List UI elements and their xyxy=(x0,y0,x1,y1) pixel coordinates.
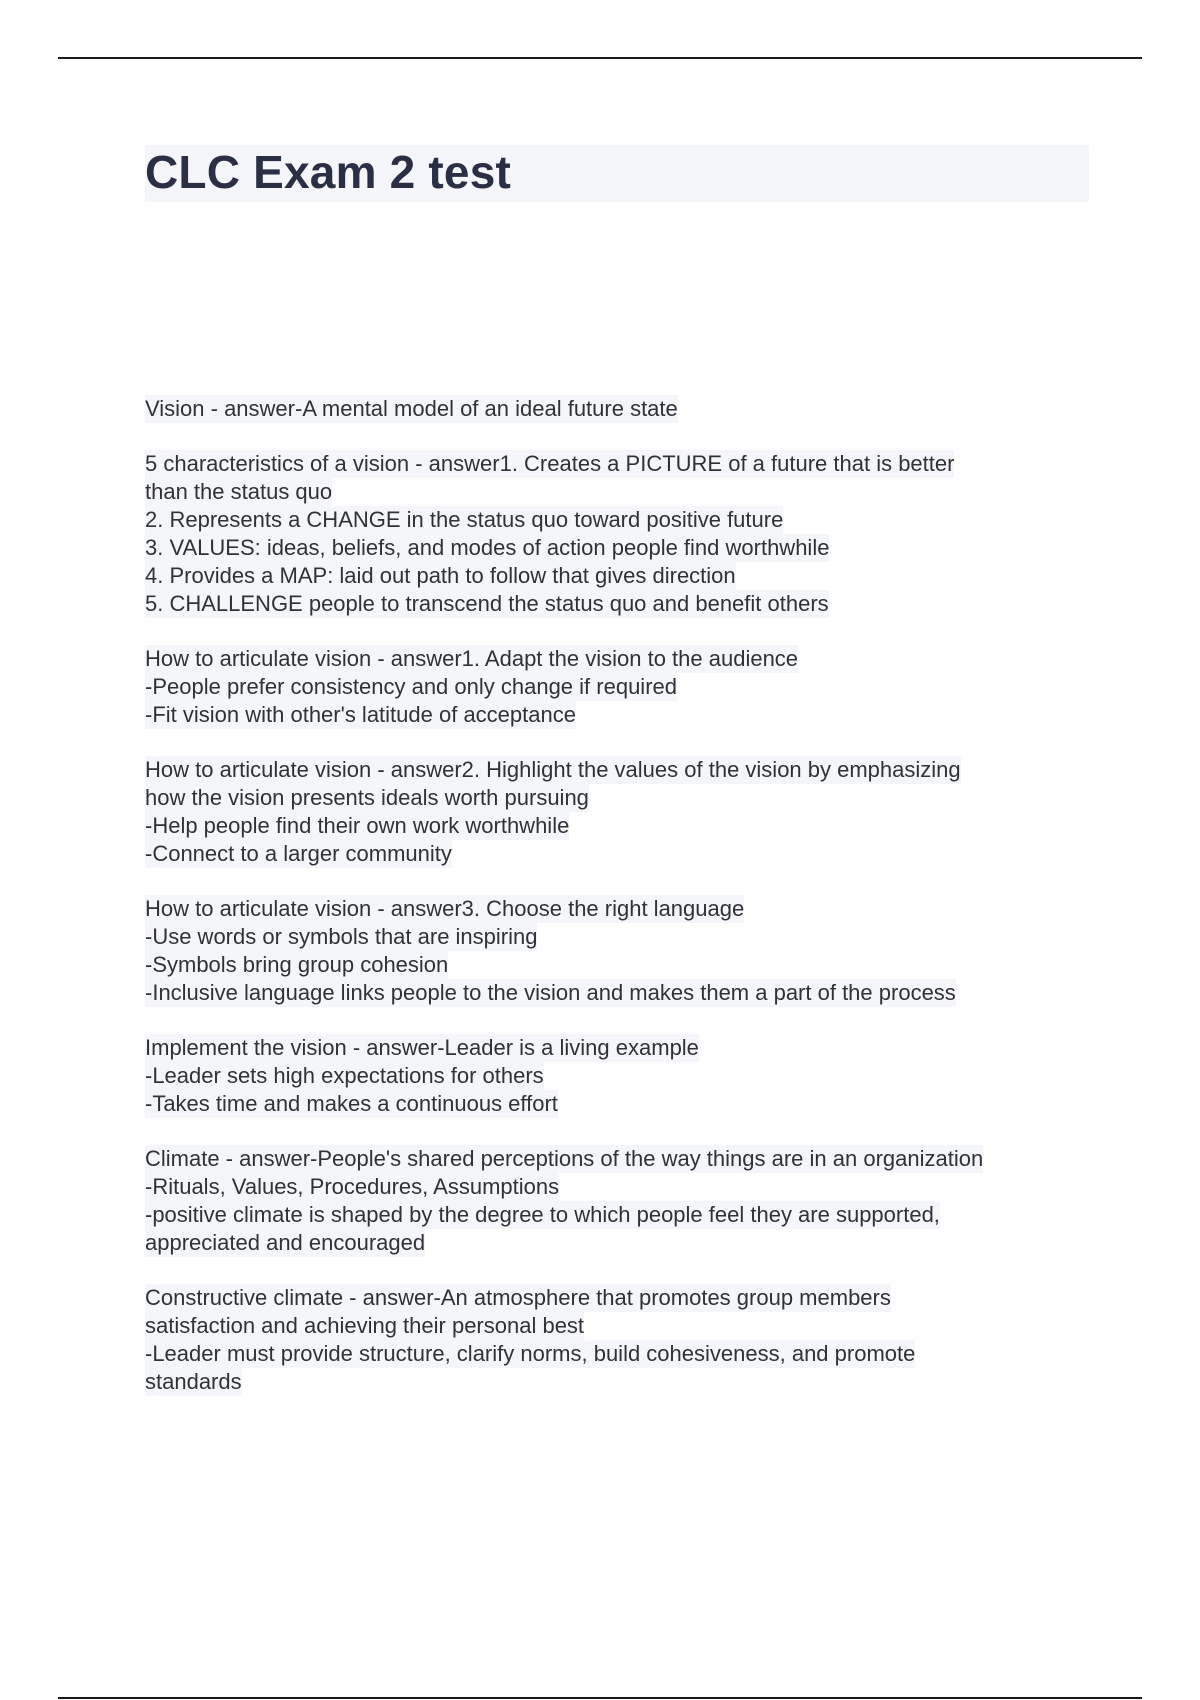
flashcard-line: How to articulate vision - answer1. Adapt the vision to the audience xyxy=(145,646,799,671)
flashcard xyxy=(145,756,1095,868)
flashcard-line: How to articulate vision - answer2. Highlight the values of the vision by emphasizing xyxy=(145,757,961,782)
flashcard-line: 5 characteristics of a vision - answer1. Creates a PICTURE of a future that is better xyxy=(145,451,955,476)
document-title: CLC Exam 2 test xyxy=(145,146,512,198)
flashcard-line: -positive climate is shaped by the degree to which people feel they are supported, xyxy=(145,1202,940,1227)
flashcard-list xyxy=(145,395,1095,1423)
flashcard-line: Climate - answer-People's shared perceptions of the way things are in an organization xyxy=(145,1146,984,1171)
flashcard-line: how the vision presents ideals worth pursuing xyxy=(145,785,589,810)
flashcard-line: 5. CHALLENGE people to transcend the status quo and benefit others xyxy=(145,591,829,616)
flashcard-line: -Leader sets high expectations for others xyxy=(145,1063,544,1088)
flashcard xyxy=(145,645,1095,729)
flashcard-line: than the status quo xyxy=(145,479,333,504)
flashcard-line: 3. VALUES: ideas, beliefs, and modes of action people find worthwhile xyxy=(145,535,830,560)
flashcard xyxy=(145,1034,1095,1118)
flashcard xyxy=(145,395,1095,423)
flashcard-line: Vision - answer-A mental model of an ideal future state xyxy=(145,396,678,421)
flashcard-line: -Help people find their own work worthwhile xyxy=(145,813,570,838)
flashcard-line: How to articulate vision - answer3. Choose the right language xyxy=(145,896,745,921)
flashcard-line: -People prefer consistency and only change if required xyxy=(145,674,677,699)
flashcard-line: appreciated and encouraged xyxy=(145,1230,426,1255)
flashcard-line: -Rituals, Values, Procedures, Assumptions xyxy=(145,1174,560,1199)
flashcard-line: Constructive climate - answer-An atmosphere that promotes group members xyxy=(145,1285,891,1310)
top-rule xyxy=(58,57,1142,59)
flashcard-line: -Symbols bring group cohesion xyxy=(145,952,449,977)
flashcard xyxy=(145,895,1095,1007)
flashcard-line: 4. Provides a MAP: laid out path to follow that gives direction xyxy=(145,563,736,588)
flashcard xyxy=(145,450,1095,618)
flashcard-line: -Takes time and makes a continuous effort xyxy=(145,1091,558,1116)
flashcard-line: standards xyxy=(145,1369,242,1394)
flashcard-line: -Fit vision with other's latitude of acceptance xyxy=(145,702,576,727)
flashcard xyxy=(145,1145,1095,1257)
flashcard-line: -Use words or symbols that are inspiring xyxy=(145,924,538,949)
flashcard-line: 2. Represents a CHANGE in the status quo toward positive future xyxy=(145,507,784,532)
flashcard-line: -Leader must provide structure, clarify norms, build cohesiveness, and promote xyxy=(145,1341,916,1366)
flashcard-line: -Inclusive language links people to the vision and makes them a part of the process xyxy=(145,980,956,1005)
flashcard-line: -Connect to a larger community xyxy=(145,841,452,866)
flashcard-line: satisfaction and achieving their personal best xyxy=(145,1313,585,1338)
flashcard-line: Implement the vision - answer-Leader is a living example xyxy=(145,1035,699,1060)
flashcard xyxy=(145,1284,1095,1396)
bottom-rule xyxy=(58,1697,1142,1699)
